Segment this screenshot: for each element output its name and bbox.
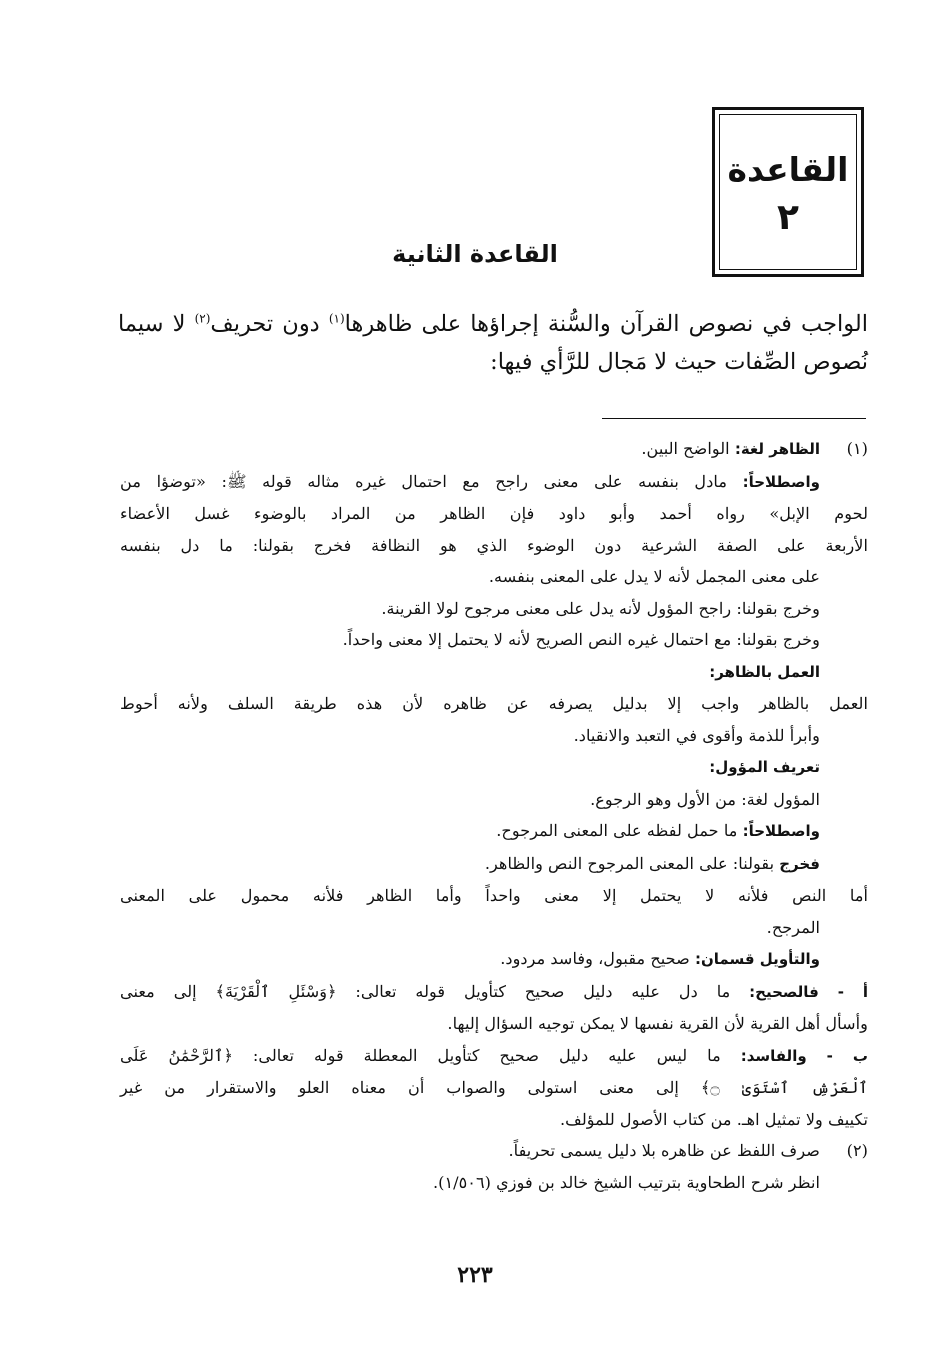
rule-statement-part3: لا سيما نُصوص الصِّفات حيث لا مَجال للرَّأي فيها:	[118, 311, 868, 375]
footnote-line: وخرج بقولنا: مع احتمال غيره النص الصريح لأنه لا يحتمل إلا معنى واحداً.	[342, 630, 820, 649]
term-text: مادل بنفسه على معنى راجح مع احتمال غيره مثاله قوله ﷺ: «توضؤا من	[120, 471, 743, 491]
footnote-line: لحوم الإبل» رواه أحمد وأبو داود فإن الظاهر من المراد بالوضوء غسل الأعضاء	[120, 504, 868, 523]
term-text: صحيح مقبول، وفاسد مردود.	[500, 949, 695, 968]
term-label: ب - والفاسد:	[740, 1046, 868, 1065]
rule-statement-part2: دون تحريف	[210, 311, 329, 337]
footnote-line	[120, 433, 820, 466]
term-label: والتأويل قسمان:	[695, 950, 820, 968]
section-label: العمل بالظاهر:	[709, 662, 820, 681]
footnotes	[120, 433, 868, 1198]
footnote-line	[120, 466, 820, 499]
rule-box-word: القاعدة	[727, 150, 849, 189]
footnote-line: العمل بالظاهر واجب إلا بدليل يصرفه عن ظاهره لأن هذه طريقة السلف ولأنه أحوط	[120, 694, 868, 713]
rule-number-box	[712, 107, 864, 277]
rule-number-box-inner	[719, 114, 857, 270]
footnote-line	[120, 751, 820, 784]
page-number: ٢٢٣	[457, 1262, 493, 1288]
footnote-ref-1: (١)	[328, 311, 345, 326]
footnote-line	[120, 848, 820, 881]
section-label: تعريف المؤول:	[709, 758, 820, 776]
footnote-line: صرف اللفظ عن ظاهره بلا دليل يسمى تحريفاً.	[508, 1141, 820, 1160]
term-label: فخرج	[779, 854, 820, 873]
rule-box-number: ٢	[777, 197, 799, 238]
footnote-1-marker: (١)	[846, 439, 868, 458]
footnote-line: وأبرأ للذمة وأقوى في التعبد والانقياد.	[573, 725, 820, 745]
term-text: ما ليس عليه دليل صحيح كتأويل المعطلة قوله تعالى: ﴿ٱلرَّحْمَٰنُ عَلَى	[120, 1045, 741, 1065]
footnote-line: المؤول لغة: من الأول وهو الرجوع.	[590, 789, 820, 809]
footnote-line	[120, 815, 820, 848]
footnote-ref-2: (٢)	[194, 311, 211, 326]
footnote-line: أما النص فلأنه لا يحتمل إلا معنى واحداً وأما الظاهر فلأنه محمول على المعنى	[120, 886, 868, 905]
footnote-line	[120, 1040, 868, 1073]
footnote-line: على معنى المجمل لأنه لا يدل على المعنى بنفسه.	[488, 567, 820, 586]
footnote-separator	[602, 418, 866, 419]
term-label: واصطلاحاً:	[742, 822, 820, 840]
footnote-line: انظر شرح الطحاوية بترتيب الشيخ خالد بن فوزي (١/٥٠٦).	[432, 1172, 820, 1192]
term-text: الواضح البين.	[641, 439, 735, 458]
footnote-line	[120, 976, 868, 1009]
rule-heading: القاعدة الثانية	[392, 240, 558, 268]
term-text: ما دل عليه دليل صحيح كتأويل قوله تعالى: ﴿وَسْئَلِ ٱلْقَرْيَةَ﴾ إلى معنى	[120, 981, 750, 1001]
footnote-line: تكييف ولا تمثيل اهـ. من كتاب الأصول للمؤلف.	[559, 1109, 868, 1129]
footnote-line: المرجح.	[766, 917, 820, 937]
rule-statement-part1: الواجب في نصوص القرآن والسُّنة إجراؤها على ظاهرها	[344, 311, 868, 337]
term-text: بقولنا: على المعنى المرجوح النص والظاهر.	[484, 853, 780, 873]
term-text: ما حمل لفظه على المعنى المرجوح.	[496, 821, 743, 840]
term-label: أ - فالصحيح:	[749, 982, 868, 1001]
footnote-line: وأسأل أهل القرية لأن القرية نفسها لا يمكن توجيه السؤال إليها.	[447, 1014, 868, 1033]
footnote-2	[120, 1135, 868, 1198]
footnote-line: وخرج بقولنا: راجح المؤول لأنه يدل على معنى مرجوح لولا القرينة.	[381, 598, 820, 618]
footnote-line: الأربعة على الصفة الشرعية دون الوضوء الذي هو النظافة فخرج بقولنا: ما دل بنفسه	[120, 535, 868, 555]
footnote-line	[120, 656, 820, 689]
term-label: الظاهر لغة:	[734, 440, 820, 458]
term-label: واصطلاحاً:	[742, 472, 820, 491]
footnote-line	[120, 943, 820, 976]
footnote-line: ٱلْعَرْشِ ٱسْتَوَىٰ ۝﴾ إلى معنى استولى والصواب أن معناه العلو والاستقرار من غير	[120, 1078, 869, 1097]
rule-statement	[118, 305, 868, 381]
footnote-1	[120, 433, 868, 1135]
footnote-2-marker: (٢)	[846, 1141, 868, 1160]
